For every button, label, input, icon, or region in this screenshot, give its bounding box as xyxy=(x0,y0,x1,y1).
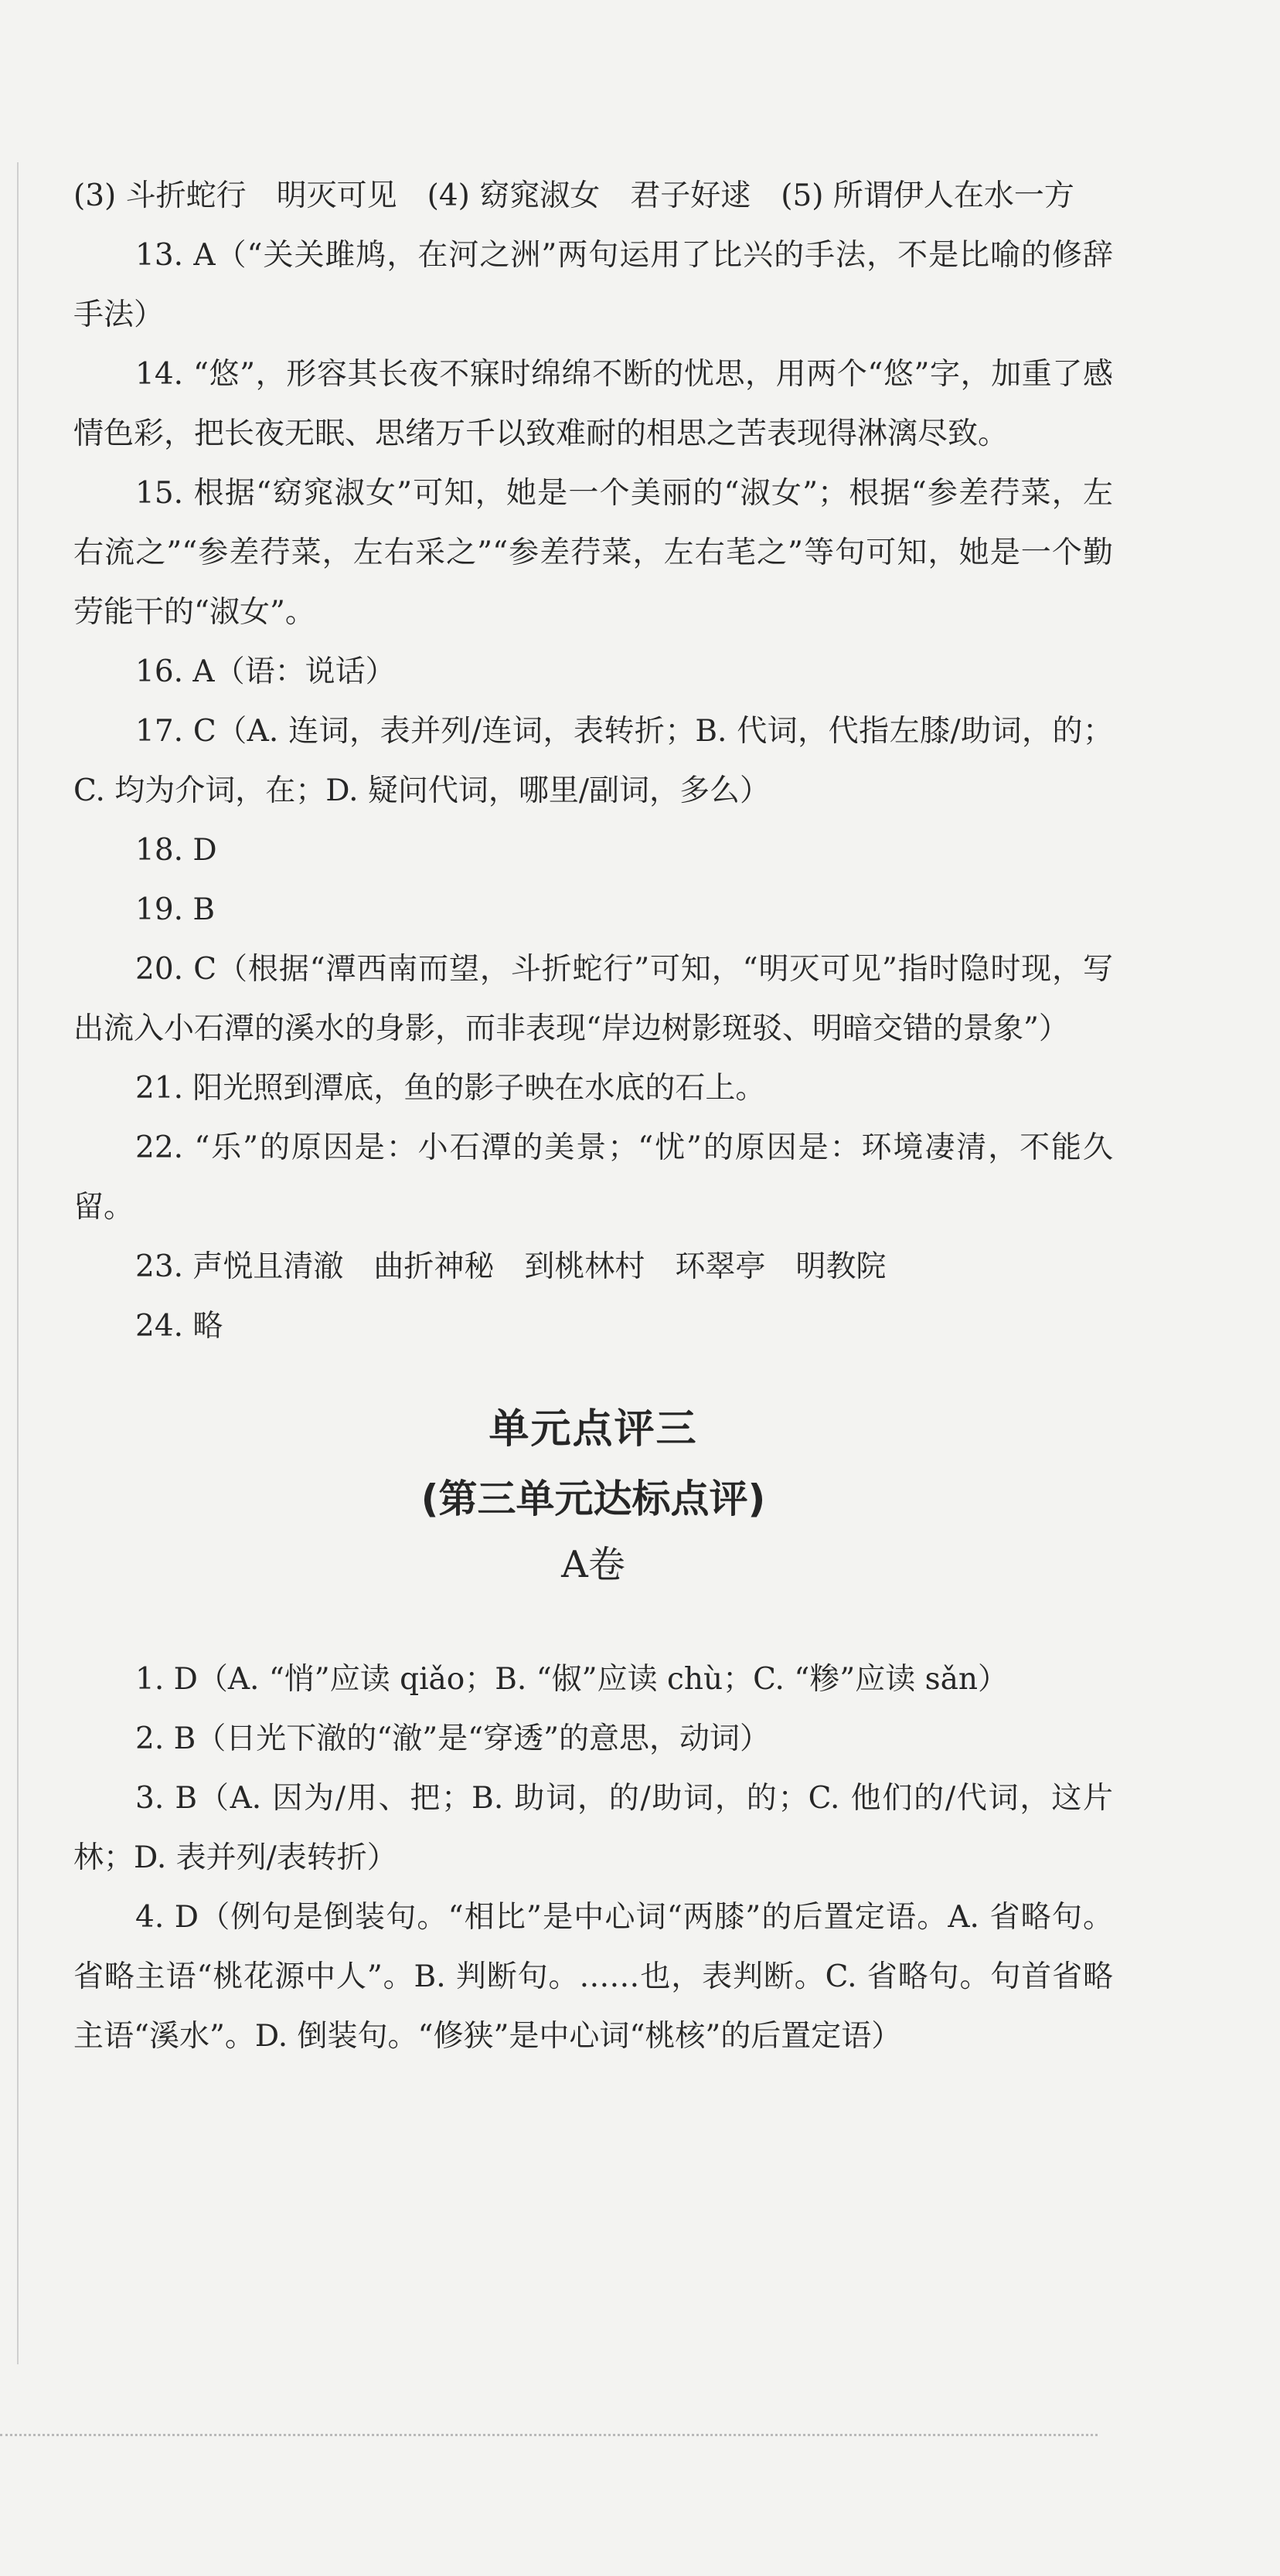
page-divider xyxy=(0,2434,1098,2436)
answer-item: 22. “乐”的原因是：小石潭的美景；“忧”的原因是：环境凄清，不能久留。 xyxy=(73,1130,1113,1225)
answer-item: 21. 阳光照到潭底，鱼的影子映在水底的石上。 xyxy=(135,1071,766,1106)
answer-item: 3. B（A. 因为/用、把；B. 助词，的/助词，的；C. 他们的/代词，这片林；D. 表并列/表转折） xyxy=(73,1781,1113,1875)
answer-item: 23. 声悦且清澈 曲折神秘 到桃林村 环翠亭 明教院 xyxy=(135,1249,887,1284)
answer-item: (3) 斗折蛇行 明灭可见 (4) 窈窕淑女 君子好逑 (5) 所谓伊人在水一方 xyxy=(73,178,1074,213)
answer-item: 20. C（根据“潭西南而望，斗折蛇行”可知，“明灭可见”指时隐时现，写出流入小石潭的溪水的身影，而非表现“岸边树影斑驳、明暗交错的景象”） xyxy=(73,952,1113,1046)
answer-item: 13. A（“关关雎鸠，在河之洲”两句运用了比兴的手法，不是比喻的修辞手法） xyxy=(73,238,1113,332)
section-heading xyxy=(73,1395,1113,1596)
answer-item: 24. 略 xyxy=(135,1309,223,1344)
volume-title: A卷 xyxy=(561,1543,625,1586)
section-title: 单元点评三 xyxy=(489,1406,698,1453)
answer-item: 2. B（日光下澈的“澈”是“穿透”的意思，动词） xyxy=(135,1721,771,1756)
answer-item: 19. B xyxy=(135,892,216,927)
answer-item: 17. C（A. 连词，表并列/连词，表转折；B. 代词，代指左膝/助词，的；C. 均为介词，在；D. 疑问代词，哪里/副词，多么） xyxy=(73,714,1113,808)
answer-item: 15. 根据“窈窕淑女”可知，她是一个美丽的“淑女”；根据“参差荇菜，左右流之”“参差荇菜，左右采之”“参差荇菜，左右芼之”等句可知，她是一个勤劳能干的“淑女”。 xyxy=(73,476,1113,630)
section-subtitle: (第三单元达标点评) xyxy=(420,1477,766,1521)
answer-item: 16. A（语：说话） xyxy=(135,654,396,689)
binding-margin-line xyxy=(17,162,19,2364)
answer-item: 1. D（A. “悄”应读 qiǎo；B. “俶”应读 chù；C. “糁”应读 sǎn） xyxy=(135,1662,1008,1697)
answer-item: 4. D（例句是倒装句。“相比”是中心词“两膝”的后置定语。A. 省略句。省略主语“桃花源中人”。B. 判断句。……也，表判断。C. 省略句。句首省略主语“溪水”。D. 倒装句。“修狭”是中心词“桃核”的后置定语） xyxy=(73,1900,1113,2054)
answer-content xyxy=(73,166,1113,2066)
answer-item: 14. “悠”，形容其长夜不寐时绵绵不断的忧思，用两个“悠”字，加重了感情色彩，把长夜无眠、思绪万千以致难耐的相思之苦表现得淋漓尽致。 xyxy=(73,357,1113,451)
answer-item: 18. D xyxy=(135,833,217,868)
